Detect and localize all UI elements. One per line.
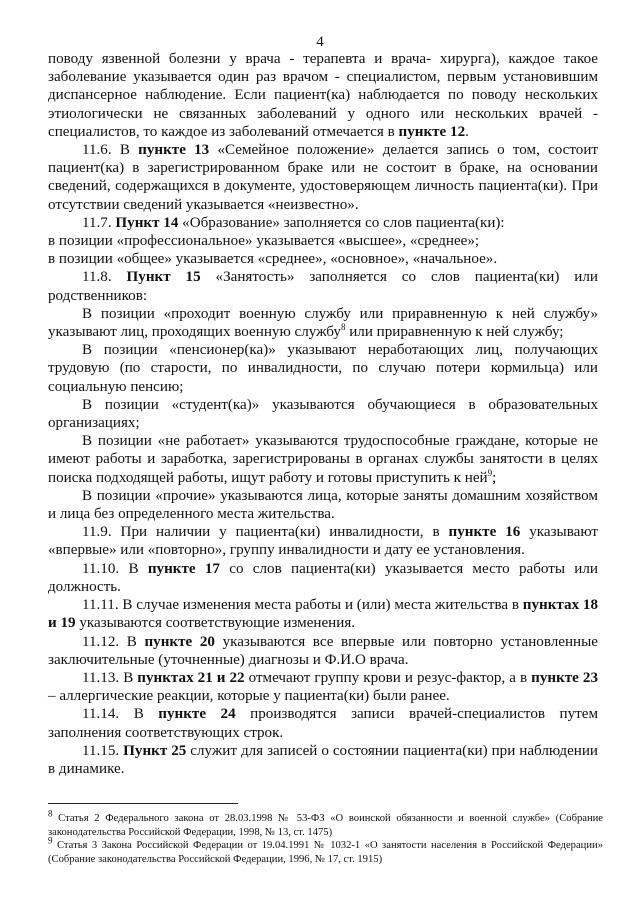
paragraph: В позиции «студент(ка)» указываются обучающиеся в образовательных организациях; bbox=[48, 396, 598, 432]
footnote-ref-9: 9 bbox=[487, 467, 493, 478]
footnotes bbox=[48, 808, 603, 866]
paragraph: в позиции «общее» указывается «среднее», «основное», «начальное». bbox=[48, 251, 498, 268]
footnote-8: $^8$ Статья 2 Федерального закона от 28.03.1998 № 53-ФЗ «О воинской обязанности и военной службе» (Собрание законодательства Российской Федерации, 1998, № 13, ст. 1475) bbox=[48, 808, 603, 838]
page-number: 4 bbox=[316, 34, 324, 50]
paragraph: В позиции «прочие» указываются лица, которые заняты домашним хозяйством и лица без определенного места жительства. bbox=[48, 487, 598, 523]
footnote-separator bbox=[48, 803, 238, 804]
paragraph: В позиции «пенсионер(ка)» указывают неработающих лиц, получающих трудовую (по старости, по инвалидности, по случаю потери кормильца) или социальную пенсию; bbox=[48, 342, 598, 395]
paragraph-11-6: 11.6. В пункте 13 «Семейное положение» делается запись о том, состоит пациент(ка) в зарегистрированном браке или не состоит в браке, на основании сведений, содержащихся в документе, удостоверяющем личность пациента(ки). При отсутствии сведений указывается «неизвестно». bbox=[48, 142, 599, 213]
paragraph-11-11: 11.11. В случае изменения места работы и (или) места жительства в пунктах 18 и 19 указываются соответствующие изменения. bbox=[48, 597, 598, 632]
paragraph-11-7: 11.7. Пункт 14 «Образование» заполняется со слов пациента(ки): bbox=[82, 214, 505, 231]
paragraph: В позиции «проходит военную службу или приравненную к ней службу» указывают лиц, проходящих военную службу$^8$ или приравненную к ней службу; bbox=[48, 305, 598, 341]
paragraph-11-13: 11.13. В пунктах 21 и 22 отмечают группу крови и резус-фактор, а в пункте 23 – аллергические реакции, которые у пациента(ки) были ранее. bbox=[48, 669, 598, 705]
paragraph-11-10: 11.10. В пункте 17 со слов пациента(ки) указывается место работы или должность. bbox=[48, 560, 598, 595]
paragraph: В позиции «не работает» указываются трудоспособные граждане, которые не имеют работы и заработка, зарегистрированы в органах службы занятости в целях поиска подходящей работы, ищут работу и готовы приступить к ней$^9$; bbox=[48, 433, 598, 486]
paragraph-11-15: 11.15. Пункт 25 служит для записей о состоянии пациента(ки) при наблюдении в динамике. bbox=[48, 742, 599, 777]
paragraph-11-9: 11.9. При наличии у пациента(ки) инвалидности, в пункте 16 указывают «впервые» или «повторно», группу инвалидности и дату ее установления. bbox=[48, 524, 598, 559]
footnote-ref-8: 8 bbox=[340, 322, 346, 333]
paragraph: в позиции «профессиональное» указывается «высшее», «среднее»; bbox=[48, 233, 480, 250]
paragraph-11-12: 11.12. В пункте 20 указываются все впервые или повторно установленные заключительные (уточненные) диагнозы и Ф.И.О врача. bbox=[48, 633, 598, 668]
paragraph-11-14: 11.14. В пункте 24 производятся записи врачей-специалистов путем заполнения соответствующих строк. bbox=[48, 706, 598, 741]
document-body bbox=[48, 50, 598, 778]
paragraph: поводу язвенной болезни у врача - терапевта и врача- хирурга), каждое такое заболевание указывается один раз врачом - специалистом, первым установившим диспансерное наблюдение. Если пациент(ка) наблюдается по поводу нескольких этиологически не связанных заболеваний у одного или нескольких врачей - специалистов, то каждое из заболеваний отмечается в пункте 12. bbox=[48, 51, 598, 140]
paragraph-11-8: 11.8. Пункт 15 «Занятость» заполняется со слов пациента(ки) или родственников: bbox=[48, 269, 598, 304]
footnote-9: $^9$ Статья 3 Закона Российской Федерации от 19.04.1991 № 1032-1 «О занятости населения в Российской Федерации» (Собрание законодательства Российской Федерации, 1996, № 17, ст. 1915) bbox=[48, 835, 603, 865]
